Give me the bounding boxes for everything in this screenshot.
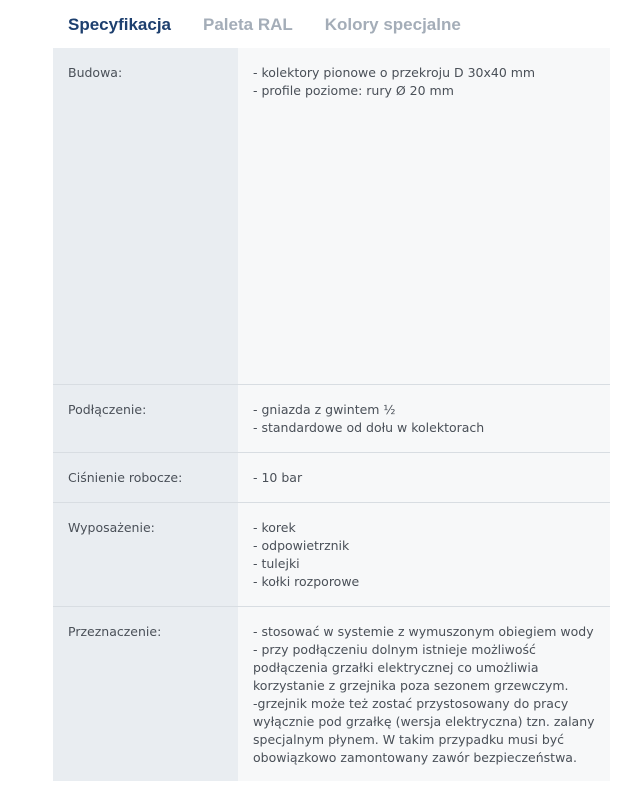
spec-value [238,453,610,502]
spec-label: Przeznaczenie: [53,607,238,781]
spec-value-line: - przy podłączeniu dolnym istnieje możliwość podłączenia grzałki elektrycznej co umożliwia korzystanie z grzejnika poza sezonem grzewczym. [253,642,569,693]
spec-value [238,607,610,781]
spec-value-line: - stosować w systemie z wymuszonym obiegiem wody [253,624,594,639]
spec-value-line: - 10 bar [253,470,303,485]
tab-kolory-specjalne[interactable]: Kolory specjalne [324,15,461,34]
spec-value-line: - tulejki [253,556,300,571]
spec-value-line: - kołki rozporowe [253,574,360,589]
spec-row-podlaczenie [53,385,610,453]
spec-value-line: - gniazda z gwintem ½ [253,402,396,417]
spec-label: Budowa: [53,48,238,384]
spec-value-line: - korek [253,520,296,535]
tab-paleta-ral[interactable]: Paleta RAL [203,15,293,34]
spec-value [238,503,610,606]
spec-row-cisnienie [53,453,610,503]
spec-value [238,48,610,384]
spec-row-przeznaczenie [53,607,610,781]
tab-bar [68,14,493,36]
spec-label: Podłączenie: [53,385,238,452]
spec-value-line: - odpowietrznik [253,538,350,553]
spec-value-line: - profile poziome: rury Ø 20 mm [253,83,454,98]
specification-table [53,48,610,781]
spec-value [238,385,610,452]
spec-row-wyposazenie [53,503,610,607]
spec-row-budowa [53,48,610,385]
spec-value-line: - standardowe od dołu w kolektorach [253,420,485,435]
spec-value-line: - kolektory pionowe o przekroju D 30x40 mm [253,65,536,80]
tab-specyfikacja[interactable]: Specyfikacja [68,15,172,34]
spec-value-line: -grzejnik może też zostać przystosowany do pracy wyłącznie pod grzałkę (wersja elektryczna) tzn. zalany specjalnym płynem. W takim przypadku musi być obowiązkowo zamontowany zawór bezpieczeństwa. [253,696,595,765]
spec-label: Wyposażenie: [53,503,238,606]
spec-label: Ciśnienie robocze: [53,453,238,502]
